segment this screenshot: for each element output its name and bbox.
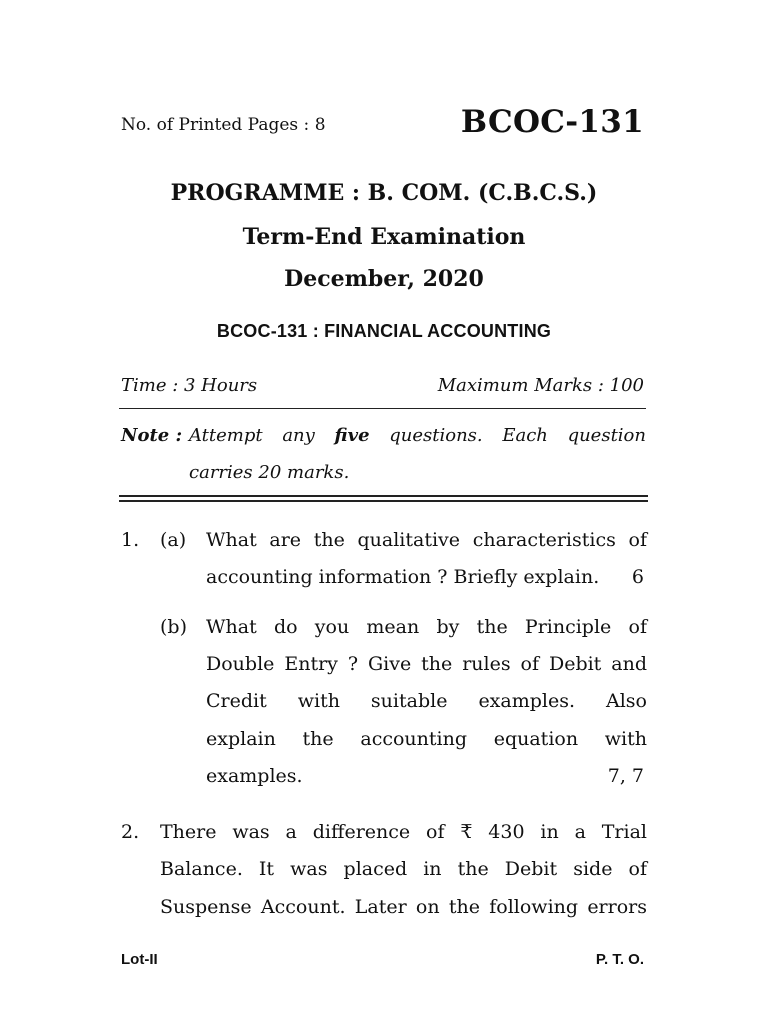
question-1a-line: accounting information ? Briefly explain. (206, 566, 600, 588)
question-1b-label: (b) (160, 616, 187, 638)
question-1a-marks: 6 (631, 566, 644, 588)
question-2-line: There was a difference of ₹ 430 in a Trial (160, 821, 647, 843)
course-code-header: BCOC-131 (460, 104, 644, 140)
exam-session: December, 2020 (284, 266, 484, 292)
printed-pages-count: No. of Printed Pages : 8 (121, 115, 326, 135)
note-emphasis: five (334, 425, 370, 446)
question-2-number: 2. (121, 821, 140, 843)
course-title: BCOC-131 : FINANCIAL ACCOUNTING (216, 321, 552, 341)
question-1b-marks: 7, 7 (607, 765, 644, 787)
divider-line (119, 408, 646, 409)
maximum-marks: Maximum Marks : 100 (437, 375, 644, 396)
question-1-number: 1. (121, 529, 140, 551)
note-line-1-end: questions. Each question (389, 425, 646, 446)
question-2-line: Balance. It was placed in the Debit side of (160, 858, 647, 880)
exam-title: Term-End Examination (242, 224, 526, 250)
double-divider-top (119, 495, 648, 497)
note-line-2: carries 20 marks. (189, 462, 350, 483)
question-2-line: Suspense Account. Later on the following errors (160, 896, 647, 918)
note-line-1-start: Attempt any (189, 425, 315, 446)
footer-lot: Lot-II (121, 951, 158, 968)
question-1a-line: What are the qualitative characteristics of (206, 529, 647, 551)
question-1b-line: What do you mean by the Principle of (206, 616, 647, 638)
question-1b-line: Double Entry ? Give the rules of Debit and (206, 653, 647, 675)
footer-pto: P. T. O. (595, 951, 644, 968)
question-1b-line: explain the accounting equation with (206, 728, 647, 750)
note-label: Note : (121, 425, 183, 446)
double-divider-bottom (119, 500, 648, 502)
question-1a-label: (a) (160, 529, 187, 551)
question-1b-line: examples. (206, 765, 303, 787)
question-1b-line: Credit with suitable examples. Also (206, 690, 647, 712)
exam-time: Time : 3 Hours (121, 375, 258, 396)
note-line-1 (189, 425, 646, 446)
programme-title: PROGRAMME : B. COM. (C.B.C.S.) (170, 180, 598, 206)
